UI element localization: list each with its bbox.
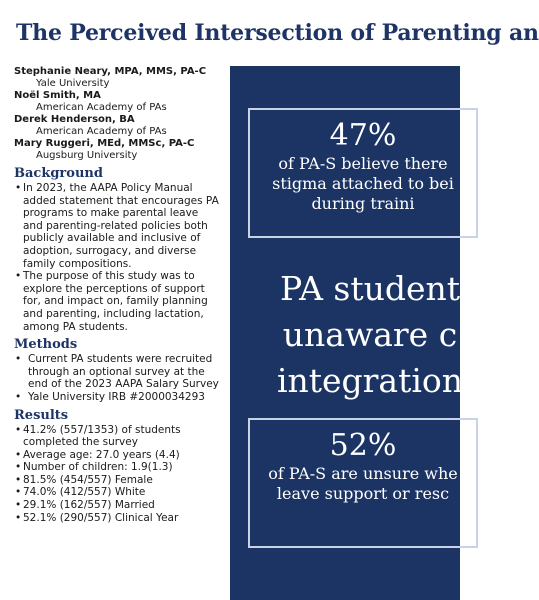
list-item: • 74.0% (412/557) White	[14, 486, 220, 499]
stat-description-line: leave support or resc	[276, 484, 450, 503]
list-item: • Average age: 27.0 years (4.4)	[14, 449, 220, 462]
list-item: • The purpose of this study was to explore the perceptions of support for, and impact on, family planning and parenting, including lactation, among PA students.	[14, 270, 220, 333]
list-item: • Yale University IRB #2000034293	[14, 391, 220, 404]
results-heading: Results	[14, 407, 69, 423]
author-affiliation: Yale University	[36, 78, 110, 89]
headline-line: PA student	[279, 269, 461, 308]
author-affiliation: American Academy of PAs	[36, 126, 167, 137]
background-heading: Background	[14, 166, 103, 181]
stat-value: 47%	[329, 118, 397, 153]
stat-description-line: of PA-S believe there	[278, 154, 448, 173]
list-item: • 41.2% (557/1353) of students completed the survey	[14, 424, 220, 449]
author-list	[14, 66, 220, 162]
results-list	[14, 424, 220, 525]
author-affiliation: Augsburg University	[36, 150, 138, 161]
list-item: • 81.5% (454/557) Female	[14, 474, 220, 487]
list-item: • 52.1% (290/557) Clinical Year	[14, 512, 220, 525]
stat-box-leave-support	[248, 418, 478, 548]
author-name: Stephanie Neary, MPA, MMS, PA-C	[14, 66, 207, 77]
stat-value: 52%	[329, 428, 397, 463]
methods-list	[14, 353, 220, 403]
author-name: Derek Henderson, BA	[14, 114, 135, 125]
headline-line: unaware c	[282, 315, 458, 354]
list-item: • Number of children: 1.9(1.3)	[14, 461, 220, 474]
headline-line: integration	[276, 361, 464, 400]
background-list	[14, 182, 220, 333]
list-item: • Current PA students were recruited through an optional survey at the end of the 2023 AAPA Salary Survey	[14, 353, 220, 391]
poster-title: The Perceived Intersection of Parenting an	[16, 20, 539, 46]
stat-box-stigma	[248, 108, 478, 238]
author-name: Noël Smith, MA	[14, 90, 101, 101]
methods-heading: Methods	[14, 337, 78, 353]
findings-panel	[230, 66, 464, 600]
left-column	[14, 66, 220, 524]
list-item: • 29.1% (162/557) Married	[14, 499, 220, 512]
headline-statement	[270, 266, 470, 404]
stat-description-line: during traini	[311, 194, 415, 213]
stat-description-line: of PA-S are unsure whe	[268, 464, 458, 483]
author-name: Mary Ruggeri, MEd, MMSc, PA-C	[14, 138, 195, 149]
list-item: • In 2023, the AAPA Policy Manual added statement that encourages PA programs to make parental leave and parenting-related policies both publicly available and inclusive of adoption, surrogacy, and diverse family compositions.	[14, 182, 220, 270]
stat-description-line: stigma attached to bei	[272, 174, 454, 193]
author-affiliation: American Academy of PAs	[36, 102, 167, 113]
